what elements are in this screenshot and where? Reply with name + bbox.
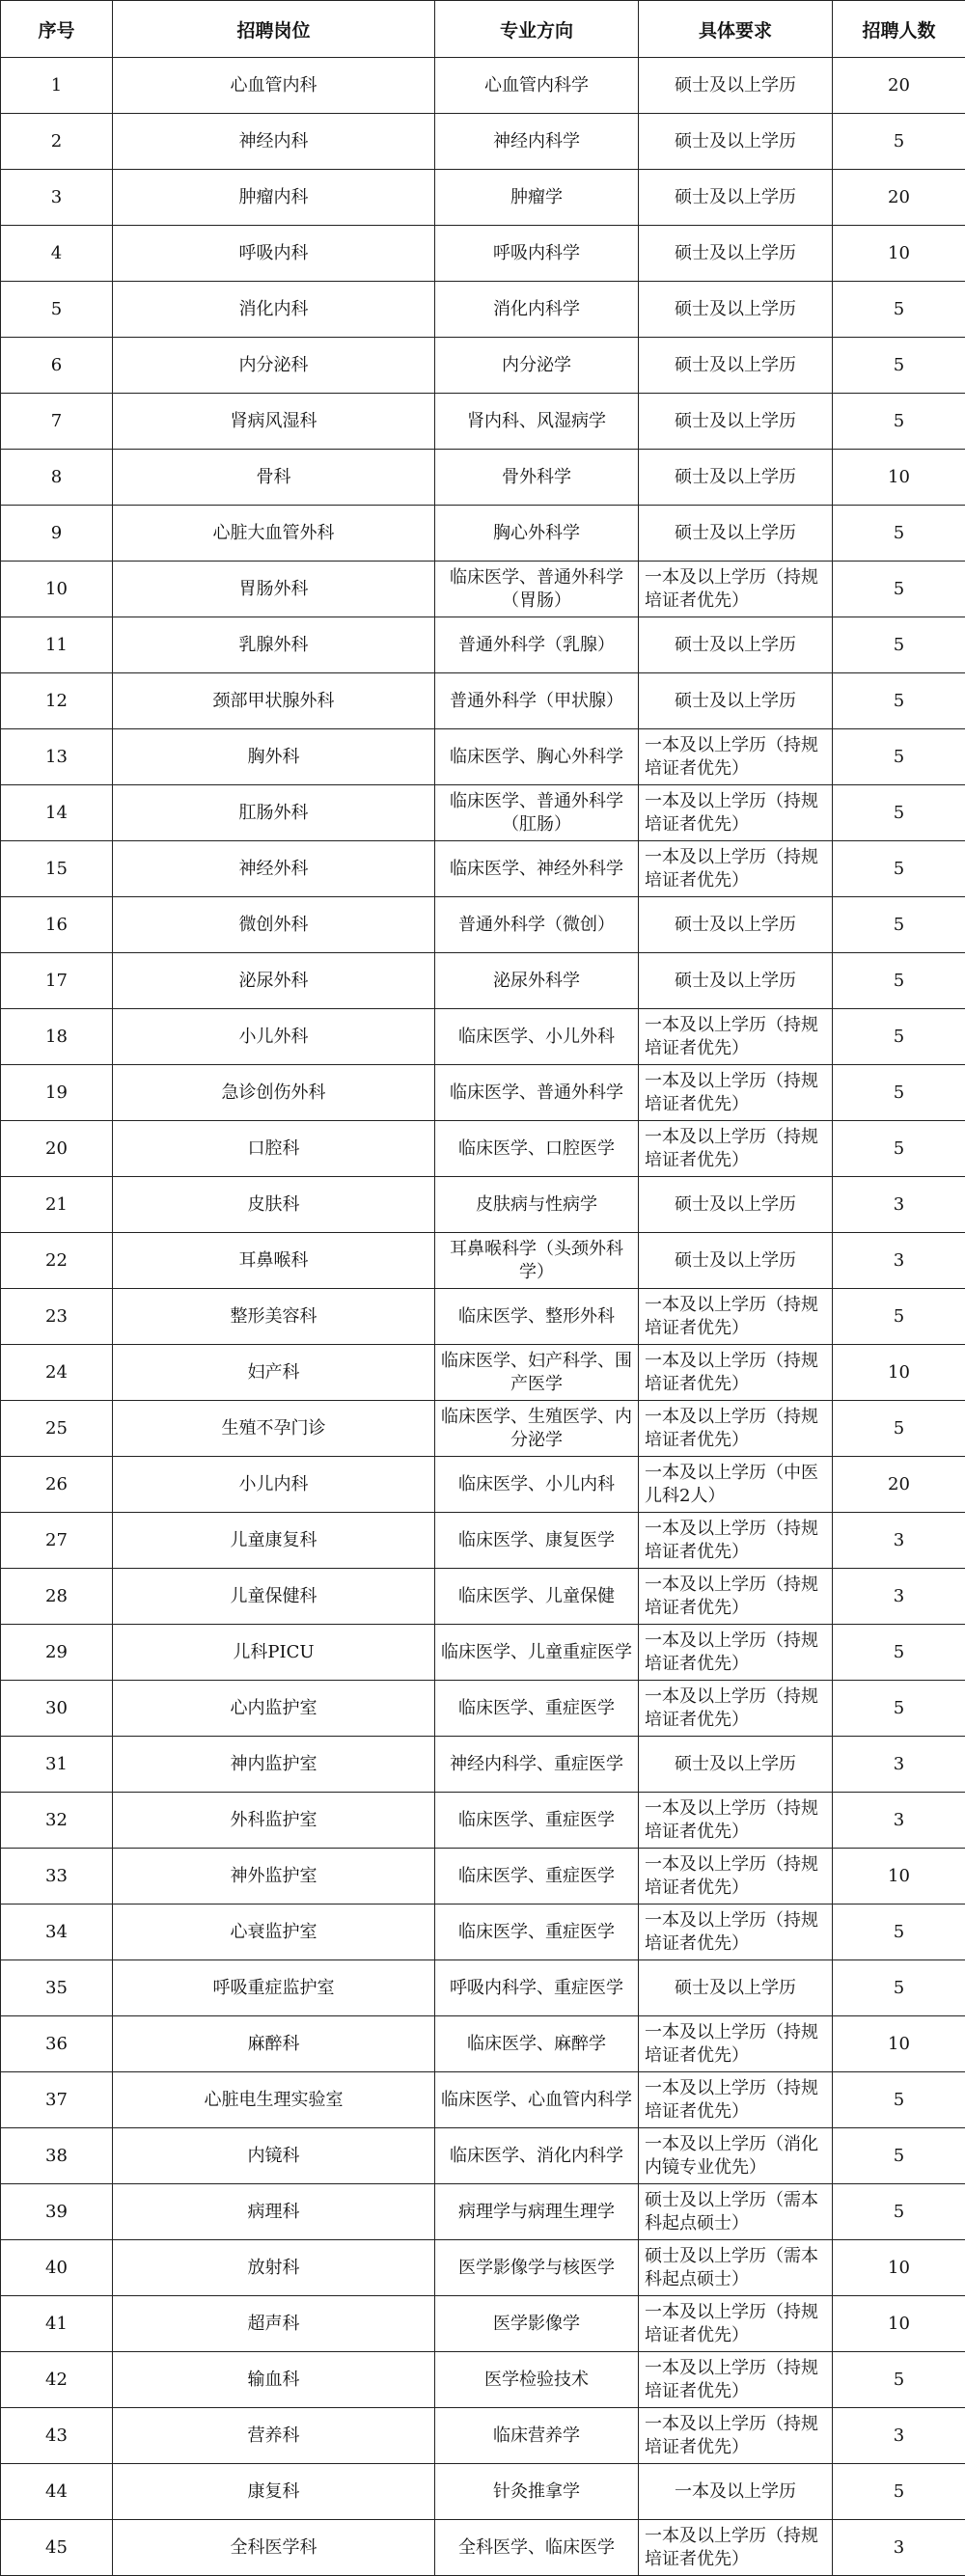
table-row	[1, 953, 965, 1009]
cell-index: 8	[1, 450, 113, 506]
table-row	[1, 1905, 965, 1960]
table-row	[1, 450, 965, 506]
cell-major: 皮肤病与性病学	[435, 1177, 639, 1233]
cell-requirement: 一本及以上学历（持规培证者优先）	[639, 1121, 833, 1177]
cell-major: 针灸推拿学	[435, 2464, 639, 2520]
cell-count: 5	[833, 1009, 965, 1065]
table-row	[1, 58, 965, 114]
cell-count: 10	[833, 450, 965, 506]
cell-major: 临床营养学	[435, 2408, 639, 2464]
cell-index: 2	[1, 114, 113, 170]
cell-post: 内镜科	[113, 2128, 435, 2184]
table-row	[1, 785, 965, 841]
cell-index: 34	[1, 1905, 113, 1960]
cell-major: 神经内科学	[435, 114, 639, 170]
cell-requirement: 硕士及以上学历	[639, 58, 833, 114]
cell-index: 40	[1, 2240, 113, 2296]
cell-count: 5	[833, 673, 965, 729]
cell-count: 20	[833, 58, 965, 114]
cell-count: 5	[833, 785, 965, 841]
cell-major: 临床医学、胸心外科学	[435, 729, 639, 785]
cell-index: 39	[1, 2184, 113, 2240]
header-major: 专业方向	[435, 1, 639, 58]
cell-index: 12	[1, 673, 113, 729]
cell-requirement: 一本及以上学历（持规培证者优先）	[639, 2352, 833, 2408]
cell-requirement: 一本及以上学历（持规培证者优先）	[639, 1345, 833, 1401]
cell-requirement: 一本及以上学历（持规培证者优先）	[639, 562, 833, 617]
cell-major: 胸心外科学	[435, 506, 639, 562]
cell-post: 妇产科	[113, 1345, 435, 1401]
table-row	[1, 394, 965, 450]
cell-count: 5	[833, 729, 965, 785]
cell-requirement: 硕士及以上学历	[639, 1737, 833, 1793]
table-row	[1, 1569, 965, 1625]
cell-requirement: 硕士及以上学历	[639, 394, 833, 450]
cell-count: 5	[833, 1121, 965, 1177]
cell-major: 耳鼻喉科学（头颈外科学）	[435, 1233, 639, 1289]
cell-requirement: 一本及以上学历（消化内镜专业优先）	[639, 2128, 833, 2184]
table-row	[1, 2520, 965, 2576]
cell-post: 急诊创伤外科	[113, 1065, 435, 1121]
cell-index: 35	[1, 1960, 113, 2016]
cell-index: 7	[1, 394, 113, 450]
cell-index: 45	[1, 2520, 113, 2576]
cell-post: 超声科	[113, 2296, 435, 2352]
cell-index: 22	[1, 1233, 113, 1289]
cell-index: 19	[1, 1065, 113, 1121]
cell-index: 5	[1, 282, 113, 338]
table-row	[1, 673, 965, 729]
table-row	[1, 1513, 965, 1569]
cell-major: 临床医学、普通外科学（胃肠）	[435, 562, 639, 617]
cell-post: 神经外科	[113, 841, 435, 897]
cell-index: 15	[1, 841, 113, 897]
table-row	[1, 2408, 965, 2464]
cell-count: 5	[833, 617, 965, 673]
table-row	[1, 2240, 965, 2296]
cell-count: 5	[833, 841, 965, 897]
table-row	[1, 729, 965, 785]
cell-post: 小儿内科	[113, 1457, 435, 1513]
cell-requirement: 一本及以上学历（持规培证者优先）	[639, 1681, 833, 1737]
cell-index: 1	[1, 58, 113, 114]
cell-count: 5	[833, 897, 965, 953]
cell-count: 10	[833, 1849, 965, 1905]
cell-index: 21	[1, 1177, 113, 1233]
cell-post: 儿童康复科	[113, 1513, 435, 1569]
cell-count: 10	[833, 2296, 965, 2352]
cell-index: 37	[1, 2072, 113, 2128]
cell-major: 病理学与病理生理学	[435, 2184, 639, 2240]
cell-count: 5	[833, 1065, 965, 1121]
cell-index: 25	[1, 1401, 113, 1457]
cell-count: 10	[833, 1345, 965, 1401]
table-row	[1, 1457, 965, 1513]
cell-count: 10	[833, 226, 965, 282]
cell-index: 27	[1, 1513, 113, 1569]
cell-index: 28	[1, 1569, 113, 1625]
cell-count: 5	[833, 1401, 965, 1457]
cell-requirement: 一本及以上学历（持规培证者优先）	[639, 2296, 833, 2352]
table-row	[1, 1177, 965, 1233]
cell-post: 儿童保健科	[113, 1569, 435, 1625]
table-row	[1, 2296, 965, 2352]
cell-requirement: 硕士及以上学历	[639, 617, 833, 673]
table-row	[1, 282, 965, 338]
cell-post: 皮肤科	[113, 1177, 435, 1233]
table-row	[1, 562, 965, 617]
table-row	[1, 170, 965, 226]
cell-requirement: 一本及以上学历（持规培证者优先）	[639, 1625, 833, 1681]
cell-post: 病理科	[113, 2184, 435, 2240]
cell-requirement: 硕士及以上学历	[639, 450, 833, 506]
cell-major: 临床医学、儿童保健	[435, 1569, 639, 1625]
table-row	[1, 1065, 965, 1121]
table-row	[1, 1289, 965, 1345]
cell-post: 输血科	[113, 2352, 435, 2408]
cell-index: 10	[1, 562, 113, 617]
cell-requirement: 一本及以上学历（持规培证者优先）	[639, 1569, 833, 1625]
cell-count: 5	[833, 953, 965, 1009]
cell-requirement: 一本及以上学历（中医儿科2人）	[639, 1457, 833, 1513]
cell-count: 5	[833, 2128, 965, 2184]
cell-post: 骨科	[113, 450, 435, 506]
cell-count: 5	[833, 394, 965, 450]
cell-count: 5	[833, 1289, 965, 1345]
cell-major: 呼吸内科学	[435, 226, 639, 282]
cell-major: 肿瘤学	[435, 170, 639, 226]
table-row	[1, 841, 965, 897]
cell-index: 26	[1, 1457, 113, 1513]
cell-requirement: 硕士及以上学历	[639, 673, 833, 729]
cell-index: 24	[1, 1345, 113, 1401]
cell-index: 17	[1, 953, 113, 1009]
cell-requirement: 硕士及以上学历	[639, 506, 833, 562]
table-row	[1, 2464, 965, 2520]
table-row	[1, 338, 965, 394]
cell-major: 临床医学、口腔医学	[435, 1121, 639, 1177]
cell-post: 小儿外科	[113, 1009, 435, 1065]
table-row	[1, 1960, 965, 2016]
cell-count: 10	[833, 2240, 965, 2296]
cell-post: 口腔科	[113, 1121, 435, 1177]
cell-post: 胸外科	[113, 729, 435, 785]
cell-post: 内分泌科	[113, 338, 435, 394]
cell-requirement: 一本及以上学历（持规培证者优先）	[639, 841, 833, 897]
cell-count: 5	[833, 282, 965, 338]
cell-index: 33	[1, 1849, 113, 1905]
cell-index: 36	[1, 2016, 113, 2072]
cell-post: 泌尿外科	[113, 953, 435, 1009]
cell-requirement: 一本及以上学历（持规培证者优先）	[639, 1401, 833, 1457]
cell-major: 临床医学、消化内科学	[435, 2128, 639, 2184]
table-body	[1, 58, 965, 2576]
cell-requirement: 一本及以上学历（持规培证者优先）	[639, 1905, 833, 1960]
cell-requirement: 一本及以上学历（持规培证者优先）	[639, 1009, 833, 1065]
cell-index: 30	[1, 1681, 113, 1737]
cell-requirement: 一本及以上学历（持规培证者优先）	[639, 2408, 833, 2464]
cell-major: 临床医学、生殖医学、内分泌学	[435, 1401, 639, 1457]
table-row	[1, 1233, 965, 1289]
cell-major: 临床医学、普通外科学	[435, 1065, 639, 1121]
cell-count: 3	[833, 2520, 965, 2576]
cell-requirement: 一本及以上学历（持规培证者优先）	[639, 1065, 833, 1121]
table-row	[1, 617, 965, 673]
cell-major: 全科医学、临床医学	[435, 2520, 639, 2576]
cell-post: 全科医学科	[113, 2520, 435, 2576]
cell-index: 11	[1, 617, 113, 673]
cell-requirement: 一本及以上学历（持规培证者优先）	[639, 1793, 833, 1849]
cell-count: 3	[833, 1513, 965, 1569]
cell-requirement: 一本及以上学历（持规培证者优先）	[639, 1513, 833, 1569]
cell-major: 普通外科学（微创）	[435, 897, 639, 953]
cell-requirement: 一本及以上学历（持规培证者优先）	[639, 2520, 833, 2576]
cell-post: 整形美容科	[113, 1289, 435, 1345]
cell-count: 5	[833, 562, 965, 617]
cell-index: 44	[1, 2464, 113, 2520]
cell-post: 神经内科	[113, 114, 435, 170]
cell-index: 31	[1, 1737, 113, 1793]
cell-count: 3	[833, 1569, 965, 1625]
cell-requirement: 硕士及以上学历	[639, 897, 833, 953]
cell-post: 胃肠外科	[113, 562, 435, 617]
table-row	[1, 1625, 965, 1681]
cell-index: 43	[1, 2408, 113, 2464]
cell-index: 20	[1, 1121, 113, 1177]
cell-index: 14	[1, 785, 113, 841]
cell-requirement: 一本及以上学历（持规培证者优先）	[639, 1289, 833, 1345]
table-row	[1, 897, 965, 953]
cell-post: 神内监护室	[113, 1737, 435, 1793]
header-post: 招聘岗位	[113, 1, 435, 58]
table-row	[1, 1401, 965, 1457]
cell-count: 5	[833, 2072, 965, 2128]
cell-major: 临床医学、重症医学	[435, 1793, 639, 1849]
cell-index: 16	[1, 897, 113, 953]
cell-post: 呼吸重症监护室	[113, 1960, 435, 2016]
cell-count: 5	[833, 1681, 965, 1737]
cell-post: 康复科	[113, 2464, 435, 2520]
cell-requirement: 硕士及以上学历	[639, 114, 833, 170]
cell-post: 生殖不孕门诊	[113, 1401, 435, 1457]
header-index: 序号	[1, 1, 113, 58]
cell-index: 32	[1, 1793, 113, 1849]
cell-count: 3	[833, 1177, 965, 1233]
cell-major: 肾内科、风湿病学	[435, 394, 639, 450]
cell-index: 42	[1, 2352, 113, 2408]
cell-requirement: 一本及以上学历	[639, 2464, 833, 2520]
table-row	[1, 2128, 965, 2184]
header-row	[1, 1, 965, 58]
cell-major: 临床医学、妇产科学、围产医学	[435, 1345, 639, 1401]
cell-count: 5	[833, 1625, 965, 1681]
cell-count: 20	[833, 1457, 965, 1513]
cell-post: 微创外科	[113, 897, 435, 953]
cell-major: 医学影像学与核医学	[435, 2240, 639, 2296]
cell-major: 临床医学、整形外科	[435, 1289, 639, 1345]
cell-index: 4	[1, 226, 113, 282]
cell-count: 10	[833, 2016, 965, 2072]
cell-major: 心血管内科学	[435, 58, 639, 114]
table-row	[1, 1121, 965, 1177]
cell-major: 临床医学、普通外科学（肛肠）	[435, 785, 639, 841]
cell-count: 5	[833, 1905, 965, 1960]
cell-index: 23	[1, 1289, 113, 1345]
cell-count: 5	[833, 2184, 965, 2240]
cell-post: 神外监护室	[113, 1849, 435, 1905]
cell-requirement: 硕士及以上学历	[639, 338, 833, 394]
cell-post: 乳腺外科	[113, 617, 435, 673]
cell-major: 普通外科学（乳腺）	[435, 617, 639, 673]
cell-index: 29	[1, 1625, 113, 1681]
table-row	[1, 1345, 965, 1401]
cell-post: 心脏大血管外科	[113, 506, 435, 562]
cell-requirement: 硕士及以上学历（需本科起点硕士）	[639, 2240, 833, 2296]
cell-post: 耳鼻喉科	[113, 1233, 435, 1289]
table-row	[1, 2184, 965, 2240]
cell-index: 38	[1, 2128, 113, 2184]
cell-index: 6	[1, 338, 113, 394]
cell-major: 临床医学、小儿外科	[435, 1009, 639, 1065]
cell-post: 外科监护室	[113, 1793, 435, 1849]
cell-major: 临床医学、重症医学	[435, 1905, 639, 1960]
table-row	[1, 1793, 965, 1849]
cell-post: 肛肠外科	[113, 785, 435, 841]
cell-post: 心衰监护室	[113, 1905, 435, 1960]
cell-index: 18	[1, 1009, 113, 1065]
cell-index: 41	[1, 2296, 113, 2352]
cell-count: 5	[833, 506, 965, 562]
table-row	[1, 2352, 965, 2408]
table-row	[1, 1681, 965, 1737]
cell-index: 13	[1, 729, 113, 785]
cell-count: 5	[833, 1960, 965, 2016]
cell-post: 肾病风湿科	[113, 394, 435, 450]
cell-post: 消化内科	[113, 282, 435, 338]
table-row	[1, 506, 965, 562]
cell-post: 颈部甲状腺外科	[113, 673, 435, 729]
header-count: 招聘人数	[833, 1, 965, 58]
cell-major: 呼吸内科学、重症医学	[435, 1960, 639, 2016]
cell-post: 心脏电生理实验室	[113, 2072, 435, 2128]
cell-post: 放射科	[113, 2240, 435, 2296]
cell-major: 消化内科学	[435, 282, 639, 338]
cell-major: 临床医学、心血管内科学	[435, 2072, 639, 2128]
cell-count: 3	[833, 1233, 965, 1289]
cell-major: 内分泌学	[435, 338, 639, 394]
cell-major: 临床医学、康复医学	[435, 1513, 639, 1569]
cell-count: 20	[833, 170, 965, 226]
cell-major: 泌尿外科学	[435, 953, 639, 1009]
cell-major: 医学影像学	[435, 2296, 639, 2352]
cell-major: 临床医学、麻醉学	[435, 2016, 639, 2072]
cell-post: 心内监护室	[113, 1681, 435, 1737]
cell-post: 麻醉科	[113, 2016, 435, 2072]
cell-count: 5	[833, 114, 965, 170]
cell-requirement: 一本及以上学历（持规培证者优先）	[639, 1849, 833, 1905]
cell-count: 3	[833, 1737, 965, 1793]
cell-post: 心血管内科	[113, 58, 435, 114]
cell-post: 呼吸内科	[113, 226, 435, 282]
cell-count: 5	[833, 338, 965, 394]
cell-major: 临床医学、儿童重症医学	[435, 1625, 639, 1681]
cell-major: 普通外科学（甲状腺）	[435, 673, 639, 729]
table-row	[1, 226, 965, 282]
cell-count: 5	[833, 2352, 965, 2408]
table-row	[1, 1737, 965, 1793]
header-requirement: 具体要求	[639, 1, 833, 58]
cell-requirement: 硕士及以上学历	[639, 226, 833, 282]
cell-major: 医学检验技术	[435, 2352, 639, 2408]
table-row	[1, 2016, 965, 2072]
cell-major: 神经内科学、重症医学	[435, 1737, 639, 1793]
cell-requirement: 一本及以上学历（持规培证者优先）	[639, 729, 833, 785]
table-row	[1, 2072, 965, 2128]
cell-requirement: 硕士及以上学历	[639, 282, 833, 338]
cell-index: 9	[1, 506, 113, 562]
cell-requirement: 硕士及以上学历	[639, 1233, 833, 1289]
cell-post: 儿科PICU	[113, 1625, 435, 1681]
table-row	[1, 1849, 965, 1905]
cell-major: 临床医学、神经外科学	[435, 841, 639, 897]
cell-requirement: 硕士及以上学历	[639, 1177, 833, 1233]
cell-post: 营养科	[113, 2408, 435, 2464]
table-row	[1, 114, 965, 170]
cell-index: 3	[1, 170, 113, 226]
cell-requirement: 硕士及以上学历	[639, 1960, 833, 2016]
cell-requirement: 硕士及以上学历	[639, 953, 833, 1009]
cell-major: 临床医学、小儿内科	[435, 1457, 639, 1513]
cell-count: 3	[833, 1793, 965, 1849]
cell-major: 骨外科学	[435, 450, 639, 506]
cell-major: 临床医学、重症医学	[435, 1681, 639, 1737]
cell-requirement: 一本及以上学历（持规培证者优先）	[639, 785, 833, 841]
cell-requirement: 硕士及以上学历	[639, 170, 833, 226]
cell-requirement: 一本及以上学历（持规培证者优先）	[639, 2072, 833, 2128]
cell-count: 3	[833, 2408, 965, 2464]
table-row	[1, 1009, 965, 1065]
cell-post: 肿瘤内科	[113, 170, 435, 226]
cell-requirement: 一本及以上学历（持规培证者优先）	[639, 2016, 833, 2072]
cell-count: 5	[833, 2464, 965, 2520]
cell-major: 临床医学、重症医学	[435, 1849, 639, 1905]
cell-requirement: 硕士及以上学历（需本科起点硕士）	[639, 2184, 833, 2240]
